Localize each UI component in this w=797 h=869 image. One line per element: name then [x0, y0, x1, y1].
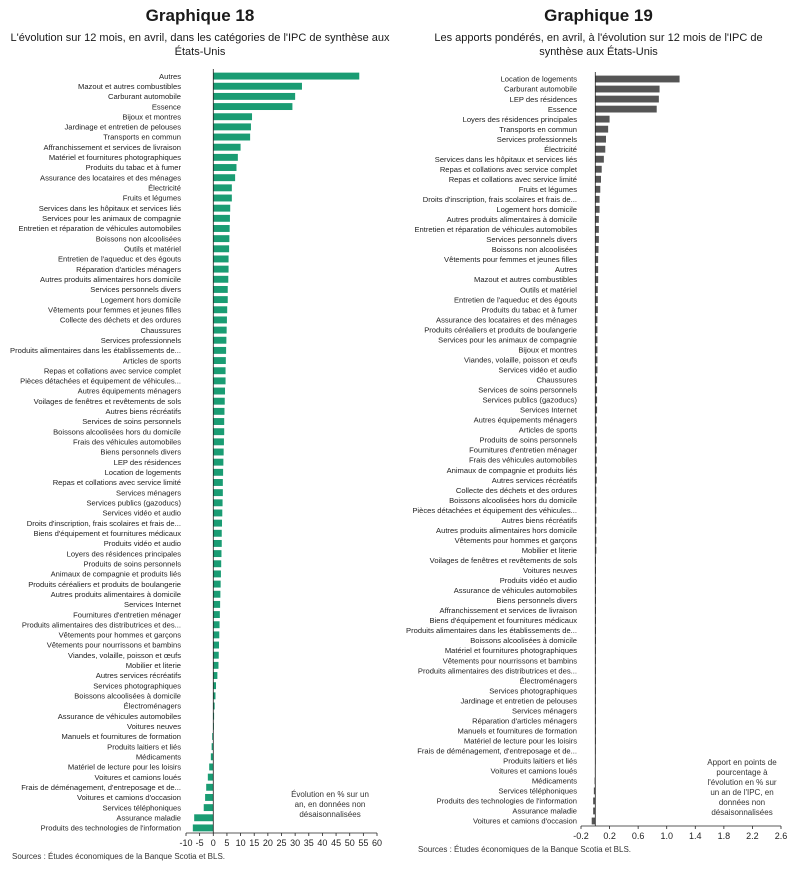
category-label: Assurance des locataires et des ménages: [436, 315, 577, 325]
x-tick-label: 0.2: [603, 831, 616, 841]
category-label: Services vidéo et audio: [102, 508, 181, 518]
category-label: Produits des technologies de l'information: [40, 823, 181, 833]
x-tick-label: -5: [195, 838, 204, 848]
bar: [213, 449, 223, 456]
category-label: Électroménagers: [123, 701, 181, 711]
category-label: Produits laitiers et liés: [503, 756, 577, 766]
category-label: Manuels et fournitures de formation: [61, 732, 181, 742]
category-label: Bijoux et montres: [518, 345, 577, 355]
bar: [213, 560, 221, 567]
bar: [213, 530, 221, 537]
bar: [595, 146, 605, 153]
category-label: Frais de déménagement, d'entreposage et de...: [21, 782, 181, 792]
bar: [213, 93, 295, 100]
category-label: Biens d'équipement et fournitures médicaux: [429, 616, 577, 626]
category-label: Boissons alcoolisées hors du domicile: [53, 427, 181, 437]
category-label: Carburant automobile: [503, 84, 577, 94]
category-label: Collecte des déchets et des ordures: [455, 485, 577, 495]
category-label: Location de logements: [104, 468, 181, 478]
bar: [213, 205, 230, 212]
category-label: Voitures neuves: [522, 566, 577, 576]
bar: [213, 631, 219, 638]
bar: [595, 216, 599, 223]
category-label: Services vidéo et audio: [498, 365, 577, 375]
x-tick-label: 20: [262, 838, 273, 848]
category-label: Pièces détachées et équipement de véhicules...: [20, 376, 181, 386]
category-label: Logement hors domicile: [100, 295, 181, 305]
category-label: Services professionnels: [496, 134, 577, 144]
bar: [595, 126, 608, 133]
x-tick-label: 0.6: [631, 831, 645, 841]
chart-annotation: Évolution en % sur un an, en données non désaisonnalisées: [291, 790, 369, 819]
category-label: Assurance de véhicules automobiles: [453, 586, 577, 596]
category-label: Électricité: [544, 144, 577, 154]
bar: [595, 176, 601, 183]
category-label: Bijoux et montres: [122, 112, 181, 122]
x-tick-label: 2.2: [746, 831, 759, 841]
bar: [213, 276, 228, 283]
bar: [595, 96, 659, 103]
category-label: Fruits et légumes: [122, 193, 181, 203]
category-label: Animaux de compagnie et produits liés: [446, 465, 577, 475]
bar: [194, 814, 213, 821]
bar: [213, 73, 359, 80]
bar: [204, 804, 214, 811]
x-tick-label: 40: [317, 838, 328, 848]
bar: [213, 174, 235, 181]
category-label: Boissons alcoolisées hors du domicile: [449, 495, 577, 505]
category-label: Produits alimentaires dans les établissements de...: [10, 346, 181, 356]
category-label: Services ménagers: [116, 488, 181, 498]
category-label: Repas et collations avec service complet: [43, 366, 181, 376]
category-label: Vêtements pour femmes et jeunes filles: [48, 305, 181, 315]
category-label: Boissons non alcoolisées: [491, 245, 577, 255]
category-label: Matériel de lecture pour les loisirs: [463, 736, 577, 746]
x-tick-label: 1.0: [660, 831, 673, 841]
bar: [595, 86, 659, 93]
category-label: Entretien et réparation de véhicules automobiles: [18, 224, 181, 234]
bar: [213, 438, 224, 445]
category-label: Voitures et camions d'occasion: [76, 793, 181, 803]
category-label: Affranchissement et services de livraison: [439, 606, 577, 616]
bar: [213, 398, 224, 405]
chart-18-title: L'évolution sur 12 mois, en avril, dans les catégories de l'IPC de synthèse aux États-Unis: [10, 32, 390, 58]
bar: [213, 601, 220, 608]
bar: [213, 245, 229, 252]
category-label: Mazout et autres combustibles: [78, 81, 181, 91]
category-label: Collecte des déchets et des ordures: [59, 315, 181, 325]
category-label: Produits céréaliers et produits de boulangerie: [28, 579, 181, 589]
category-label: Boissons alcoolisées à domicile: [74, 691, 181, 701]
category-label: Vêtements pour nourrissons et bambins: [46, 640, 181, 650]
category-label: Médicaments: [531, 776, 577, 786]
category-label: LEP des résidences: [509, 94, 577, 104]
category-label: Pièces détachées et équipement des véhicules...: [412, 505, 577, 515]
category-label: Jardinage et entretien de pelouses: [64, 122, 181, 132]
bar: [595, 76, 679, 83]
category-label: Services publics (gazoducs): [482, 395, 577, 405]
chart-19-title: Les apports pondérés, en avril, à l'évolution sur 12 mois de l'IPC de synthèse aux États-Unis: [434, 32, 763, 58]
category-label: Produits du tabac et à fumer: [481, 305, 577, 315]
bar: [213, 144, 240, 151]
category-label: Assurance maladie: [116, 813, 181, 823]
category-label: Vêtements pour nourrissons et bambins: [442, 656, 577, 666]
category-label: Carburant automobile: [107, 92, 181, 102]
category-label: Mazout et autres combustibles: [474, 275, 577, 285]
category-label: Animaux de compagnie et produits liés: [50, 569, 181, 579]
category-label: Produits alimentaires des distributrices et des...: [417, 666, 577, 676]
category-label: Autres produits alimentaires à domicile: [50, 589, 181, 599]
bar: [208, 774, 213, 781]
category-label: Produits de soins personnels: [83, 559, 181, 569]
bar: [213, 479, 223, 486]
bar: [213, 469, 223, 476]
bar: [213, 540, 221, 547]
x-tick-label: -0.2: [573, 831, 589, 841]
category-label: Entretien et réparation de véhicules automobiles: [414, 225, 577, 235]
category-label: Repas et collations avec service limité: [52, 478, 181, 488]
category-label: Assurance de véhicules automobiles: [57, 711, 181, 721]
bar: [213, 195, 232, 202]
category-label: Voitures neuves: [126, 722, 181, 732]
bar: [209, 764, 213, 771]
category-label: Électroménagers: [519, 676, 577, 686]
category-label: Électricité: [148, 183, 181, 193]
category-label: Affranchissement et services de livraison: [43, 142, 181, 152]
category-label: Voitures et camions loués: [490, 766, 577, 776]
x-tick-label: 5: [224, 838, 230, 848]
category-label: Services pour les animaux de compagnie: [438, 335, 577, 345]
bar: [213, 123, 251, 130]
category-label: Autres produits alimentaires à domicile: [446, 215, 577, 225]
category-label: Repas et collations avec service limité: [448, 174, 577, 184]
category-label: Autres équipements ménagers: [473, 415, 577, 425]
x-tick-label: 10: [235, 838, 246, 848]
category-label: Services personnels divers: [486, 235, 577, 245]
x-tick-label: 0: [210, 838, 216, 848]
x-tick-label: -10: [179, 838, 193, 848]
bar: [213, 377, 225, 384]
category-label: Articles de sports: [518, 425, 577, 435]
bar: [595, 166, 601, 173]
bar: [595, 156, 604, 163]
category-label: Réparation d'articles ménagers: [76, 264, 181, 274]
category-label: Transports en commun: [499, 124, 577, 134]
category-label: Vêtements pour hommes et garçons: [454, 535, 577, 545]
x-tick-label: 1.4: [689, 831, 702, 841]
bar: [213, 357, 226, 364]
bar: [213, 581, 220, 588]
category-label: Boissons alcoolisées à domicile: [470, 636, 577, 646]
category-label: Services Internet: [520, 405, 577, 415]
bar: [213, 184, 232, 191]
category-label: Autres: [159, 71, 181, 81]
bar: [213, 570, 221, 577]
bar: [595, 136, 606, 143]
bar: [595, 106, 656, 113]
bar: [213, 591, 220, 598]
category-label: Autres produits alimentaires hors domicile: [436, 525, 577, 535]
bar: [592, 818, 596, 825]
bar: [213, 347, 226, 354]
category-label: Autres produits alimentaires hors domicile: [40, 274, 181, 284]
category-label: Produits céréaliers et produits de boulangerie: [424, 325, 577, 335]
bar: [595, 206, 599, 213]
chart-19-heading: Graphique 19: [544, 6, 653, 25]
category-label: Articles de sports: [122, 356, 181, 366]
bar: [213, 621, 219, 628]
bar: [193, 824, 213, 831]
bar: [213, 510, 222, 517]
category-label: Outils et matériel: [520, 285, 577, 295]
bar: [213, 418, 224, 425]
category-label: Mobilier et literie: [125, 661, 181, 671]
category-label: Services pour les animaux de compagnie: [42, 214, 181, 224]
category-label: Autres équipements ménagers: [77, 386, 181, 396]
chart-annotation: Apport en points de pourcentage à l'évolution en % sur un an de l'IPC, en données non désaisonnalisées: [707, 758, 777, 817]
bar: [213, 316, 227, 323]
category-label: Services professionnels: [100, 335, 181, 345]
x-tick-label: 45: [331, 838, 342, 848]
category-label: Produits laitiers et liés: [107, 742, 181, 752]
category-label: Autres biens récréatifs: [501, 515, 577, 525]
category-label: Viandes, volaille, poisson et œufs: [464, 355, 577, 365]
category-label: Logement hors domicile: [496, 205, 577, 215]
category-label: Autres services récréatifs: [95, 671, 181, 681]
category-label: Matériel de lecture pour les loisirs: [67, 762, 181, 772]
category-label: Outils et matériel: [124, 244, 181, 254]
chart-19-source: Sources : Études économiques de la Banque Scotia et BLS.: [418, 845, 632, 854]
category-label: Biens d'équipement et fournitures médicaux: [33, 528, 181, 538]
category-label: Voitures et camions d'occasion: [472, 816, 577, 826]
bar: [213, 388, 225, 395]
chart-19-panel: [400, 0, 797, 869]
category-label: Boissons non alcoolisées: [95, 234, 181, 244]
category-label: Viandes, volaille, poisson et œufs: [68, 650, 181, 660]
bar: [595, 196, 599, 203]
x-tick-label: 2.6: [774, 831, 788, 841]
category-label: Vêtements pour femmes et jeunes filles: [444, 255, 577, 265]
x-tick-label: 60: [371, 838, 383, 848]
category-label: Essence: [547, 104, 577, 114]
category-label: Loyers des résidences principales: [462, 114, 577, 124]
category-label: Entretien de l'aqueduc et des égouts: [453, 295, 577, 305]
x-tick-label: 1.8: [717, 831, 731, 841]
category-label: Services photographiques: [93, 681, 181, 691]
category-label: Essence: [151, 102, 181, 112]
category-label: Services téléphoniques: [498, 786, 577, 796]
bar: [595, 256, 598, 263]
bar: [213, 296, 227, 303]
category-label: Autres: [555, 265, 577, 275]
chart-19-plot: [400, 0, 797, 869]
category-label: Services de soins personnels: [478, 385, 577, 395]
x-tick-label: 50: [344, 838, 355, 848]
x-tick-label: 30: [290, 838, 301, 848]
category-label: Matériel et fournitures photographiques: [444, 646, 577, 656]
category-label: Autres biens récréatifs: [105, 407, 181, 417]
category-label: Services de soins personnels: [82, 417, 181, 427]
bar: [213, 408, 224, 415]
bar: [213, 367, 225, 374]
chart-18-heading: Graphique 18: [145, 6, 255, 25]
bar: [213, 459, 223, 466]
category-label: Services photographiques: [489, 686, 577, 696]
bar: [213, 337, 226, 344]
category-label: Produits vidéo et audio: [499, 576, 577, 586]
category-label: Transports en commun: [103, 132, 181, 142]
category-label: Produits vidéo et audio: [103, 539, 181, 549]
category-label: Vêtements pour hommes et garçons: [58, 630, 181, 640]
bar: [213, 134, 250, 141]
bar: [213, 154, 238, 161]
bar: [213, 682, 216, 689]
bar: [595, 226, 599, 233]
bar: [213, 215, 230, 222]
category-label: Produits du tabac et à fumer: [85, 163, 181, 173]
x-tick-label: 35: [303, 838, 314, 848]
x-tick-label: 25: [276, 838, 287, 848]
category-label: Jardinage et entretien de pelouses: [460, 696, 577, 706]
category-label: Services téléphoniques: [102, 803, 181, 813]
category-label: Location de logements: [500, 74, 577, 84]
category-label: Matériel et fournitures photographiques: [48, 153, 181, 163]
chart-18-source: Sources : Études économiques de la Banque Scotia et BLS.: [12, 852, 226, 861]
bar: [595, 266, 598, 273]
bar: [213, 428, 224, 435]
category-label: Fournitures d'entretien ménager: [469, 445, 577, 455]
bar: [206, 784, 213, 791]
category-label: Frais des véhicules automobiles: [468, 455, 577, 465]
category-label: Manuels et fournitures de formation: [457, 726, 577, 736]
bar: [213, 306, 227, 313]
bar: [595, 186, 600, 193]
x-tick-label: 15: [249, 838, 260, 848]
category-label: Frais des véhicules automobiles: [72, 437, 181, 447]
category-label: Produits des technologies de l'information: [436, 796, 577, 806]
category-label: Fournitures d'entretien ménager: [73, 610, 181, 620]
bar: [213, 103, 292, 110]
bar: [205, 794, 213, 801]
bar: [213, 256, 228, 263]
x-tick-label: 55: [358, 838, 369, 848]
category-label: Autres services récréatifs: [491, 475, 577, 485]
bar: [595, 276, 598, 283]
category-label: Loyers des résidences principales: [66, 549, 181, 559]
category-label: Produits alimentaires des distributrices et des...: [21, 620, 181, 630]
bar: [213, 662, 218, 669]
category-label: Droits d'inscription, frais scolaires et frais de...: [422, 195, 577, 205]
category-label: Frais de déménagement, d'entreposage et de...: [417, 746, 577, 756]
category-label: Voitures et camions loués: [94, 772, 181, 782]
category-label: Droits d'inscription, frais scolaires et frais de...: [26, 518, 181, 528]
bar: [213, 499, 222, 506]
bar: [213, 652, 218, 659]
bar: [213, 520, 222, 527]
category-label: Services personnels divers: [90, 285, 181, 295]
category-label: Chaussures: [536, 375, 577, 385]
bar: [213, 286, 227, 293]
category-label: Chaussures: [140, 325, 181, 335]
category-label: Produits alimentaires dans les établissements de...: [406, 626, 577, 636]
bar: [595, 246, 598, 253]
category-label: Voilages de fenêtres et revêtements de sols: [33, 396, 181, 406]
category-label: Repas et collations avec service complet: [439, 164, 577, 174]
category-label: Entretien de l'aqueduc et des égouts: [57, 254, 181, 264]
category-label: Assurance des locataires et des ménages: [40, 173, 181, 183]
category-label: Réparation d'articles ménagers: [472, 716, 577, 726]
category-label: Produits de soins personnels: [479, 435, 577, 445]
category-label: Biens personnels divers: [100, 447, 181, 457]
bar: [213, 113, 252, 120]
category-label: LEP des résidences: [113, 457, 181, 467]
bar: [213, 489, 223, 496]
category-label: Biens personnels divers: [496, 596, 577, 606]
category-label: Services dans les hôpitaux et services liés: [434, 154, 577, 164]
category-label: Fruits et légumes: [518, 185, 577, 195]
bar: [213, 225, 229, 232]
bar: [213, 642, 219, 649]
category-label: Voilages de fenêtres et revêtements de sols: [429, 555, 577, 565]
bar: [213, 266, 228, 273]
bar: [213, 327, 226, 334]
category-label: Assurance maladie: [512, 806, 577, 816]
category-label: Médicaments: [135, 752, 181, 762]
bar: [213, 550, 221, 557]
bar: [213, 235, 229, 242]
bar: [213, 672, 217, 679]
category-label: Services publics (gazoducs): [86, 498, 181, 508]
category-label: Services dans les hôpitaux et services liés: [38, 203, 181, 213]
category-label: Services Internet: [124, 600, 181, 610]
bar: [595, 236, 599, 243]
bar: [213, 83, 302, 90]
bar: [213, 164, 236, 171]
bar: [213, 611, 220, 618]
category-label: Services ménagers: [512, 706, 577, 716]
category-label: Mobilier et literie: [521, 545, 577, 555]
bar: [595, 116, 609, 123]
